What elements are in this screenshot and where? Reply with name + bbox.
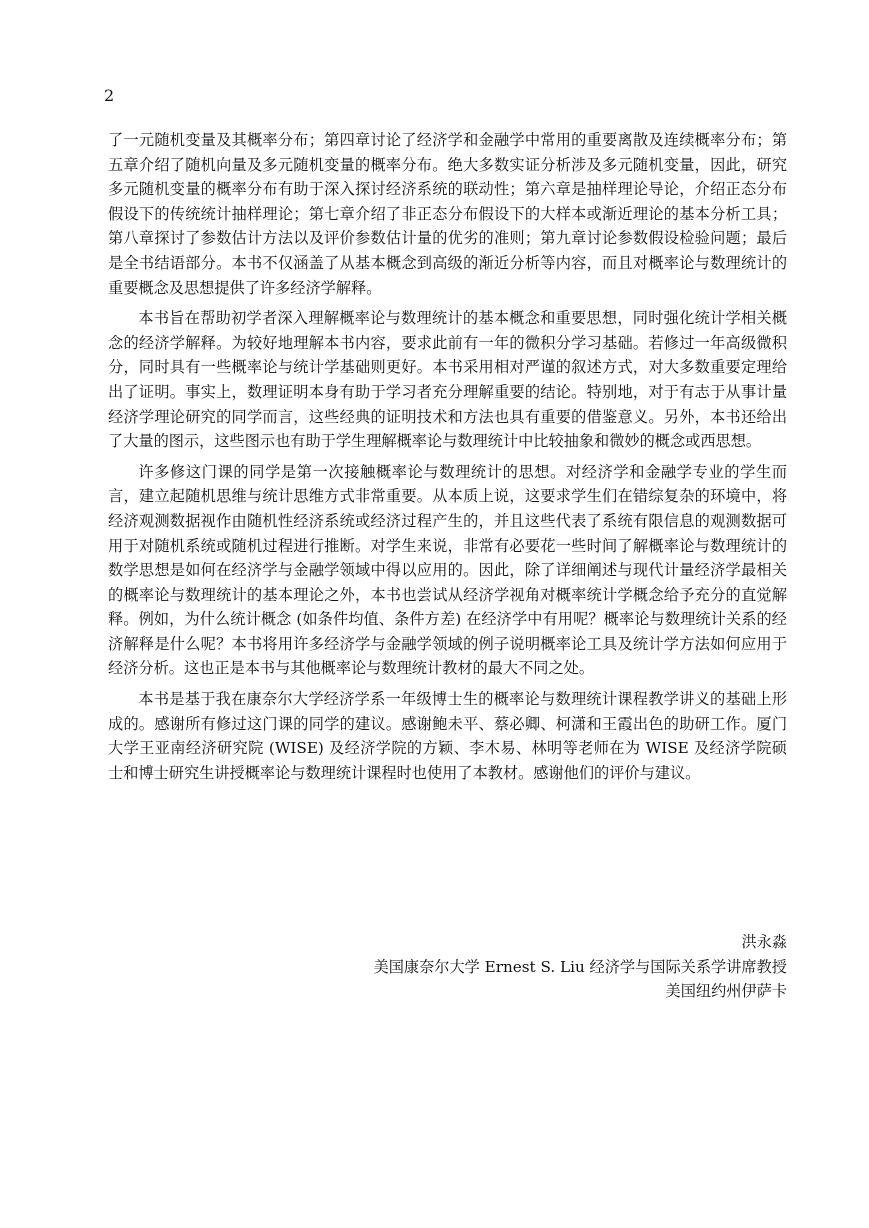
paragraph-chapter-overview: 了一元随机变量及其概率分布；第四章讨论了经济学和金融学中常用的重要离散及连续概率分布；第五章介绍了随机向量及多元随机变量的概率分布。绝大多数实证分析涉及多元随机变量，因此，研究多元随机变量的概率分布有助于深入探讨经济系统的联动性；第六章是抽样理论导论，介绍正态分布假设下的传统统计抽样理论；第七章介绍了非正态分布假设下的大样本或渐近理论的基本分析工具；第八章探讨了参数估计方法以及评价参数估计量的优劣的准则；第九章讨论参数假设检验问题；最后是全书结语部分。本书不仅涵盖了从基本概念到高级的渐近分析等内容，而且对概率论与数理统计的重要概念及思想提供了许多经济学解释。: [108, 131, 787, 297]
author-location: 美国纽约州伊萨卡: [665, 982, 787, 1001]
author-name: 洪永淼: [741, 933, 787, 951]
paragraph-acknowledgements: 本书是基于我在康奈尔大学经济学系一年级博士生的概率论与数理统计课程教学讲义的基础上形成的。感谢所有修过这门课的同学的建议。感谢鲍未平、蔡必卿、柯潇和王霞出色的助研工作。厦门大学王亚南经济研究院 (WISE) 及经济学院的方颖、李木易、林明等老师在为 WISE 及经济学院硕士和博士研究生讲授概率论与数理统计课程时也使用了本教材。感谢他们的评价与建议。: [108, 690, 787, 782]
author-signature: [374, 930, 788, 1004]
paragraph-economic-interpretation: 许多修这门课的同学是第一次接触概率论与数理统计的思想。对经济学和金融学专业的学生而言，建立起随机思维与统计思维方式非常重要。从本质上说，这要求学生们在错综复杂的环境中，将经济观测数据视作由随机性经济系统或经济过程产生的，并且这些代表了系统有限信息的观测数据可用于对随机系统或随机过程进行推断。对学生来说，非常有必要花一些时间了解概率论与数理统计的数学思想是如何在经济学与金融学领域中得以应用的。因此，除了详细阐述与现代计量经济学最相关的概率论与数理统计的基本理论之外，本书也尝试从经济学视角对概率统计学概念给予充分的直觉解释。例如，为什么统计概念 (如条件均值、条件方差) 在经济学中有用呢？概率论与数理统计关系的经济解释是什么呢？本书将用许多经济学与金融学领域的例子说明概率论工具及统计学方法如何应用于经济分析。这也正是本书与其他概率论与数理统计教材的最大不同之处。: [108, 462, 787, 678]
paragraph-book-purpose: 本书旨在帮助初学者深入理解概率论与数理统计的基本概念和重要思想，同时强化统计学相关概念的经济学解释。为较好地理解本书内容，要求此前有一年的微积分学习基础。若修过一年高级微积分，同时具有一些概率论与统计学基础则更好。本书采用相对严谨的叙述方式，对大多数重要定理给出了证明。事实上，数理证明本身有助于学习者充分理解重要的结论。特别地，对于有志于从事计量经济学理论研究的同学而言，这些经典的证明技术和方法也具有重要的借鉴意义。另外，本书还给出了大量的图示，这些图示也有助于学生理解概率论与数理统计中比较抽象和微妙的概念或西思想。: [108, 309, 787, 451]
page-number: 2: [104, 86, 115, 105]
author-title: 美国康奈尔大学 Ernest S. Liu 经济学与国际关系学讲席教授: [373, 957, 787, 976]
main-text: [108, 128, 787, 791]
